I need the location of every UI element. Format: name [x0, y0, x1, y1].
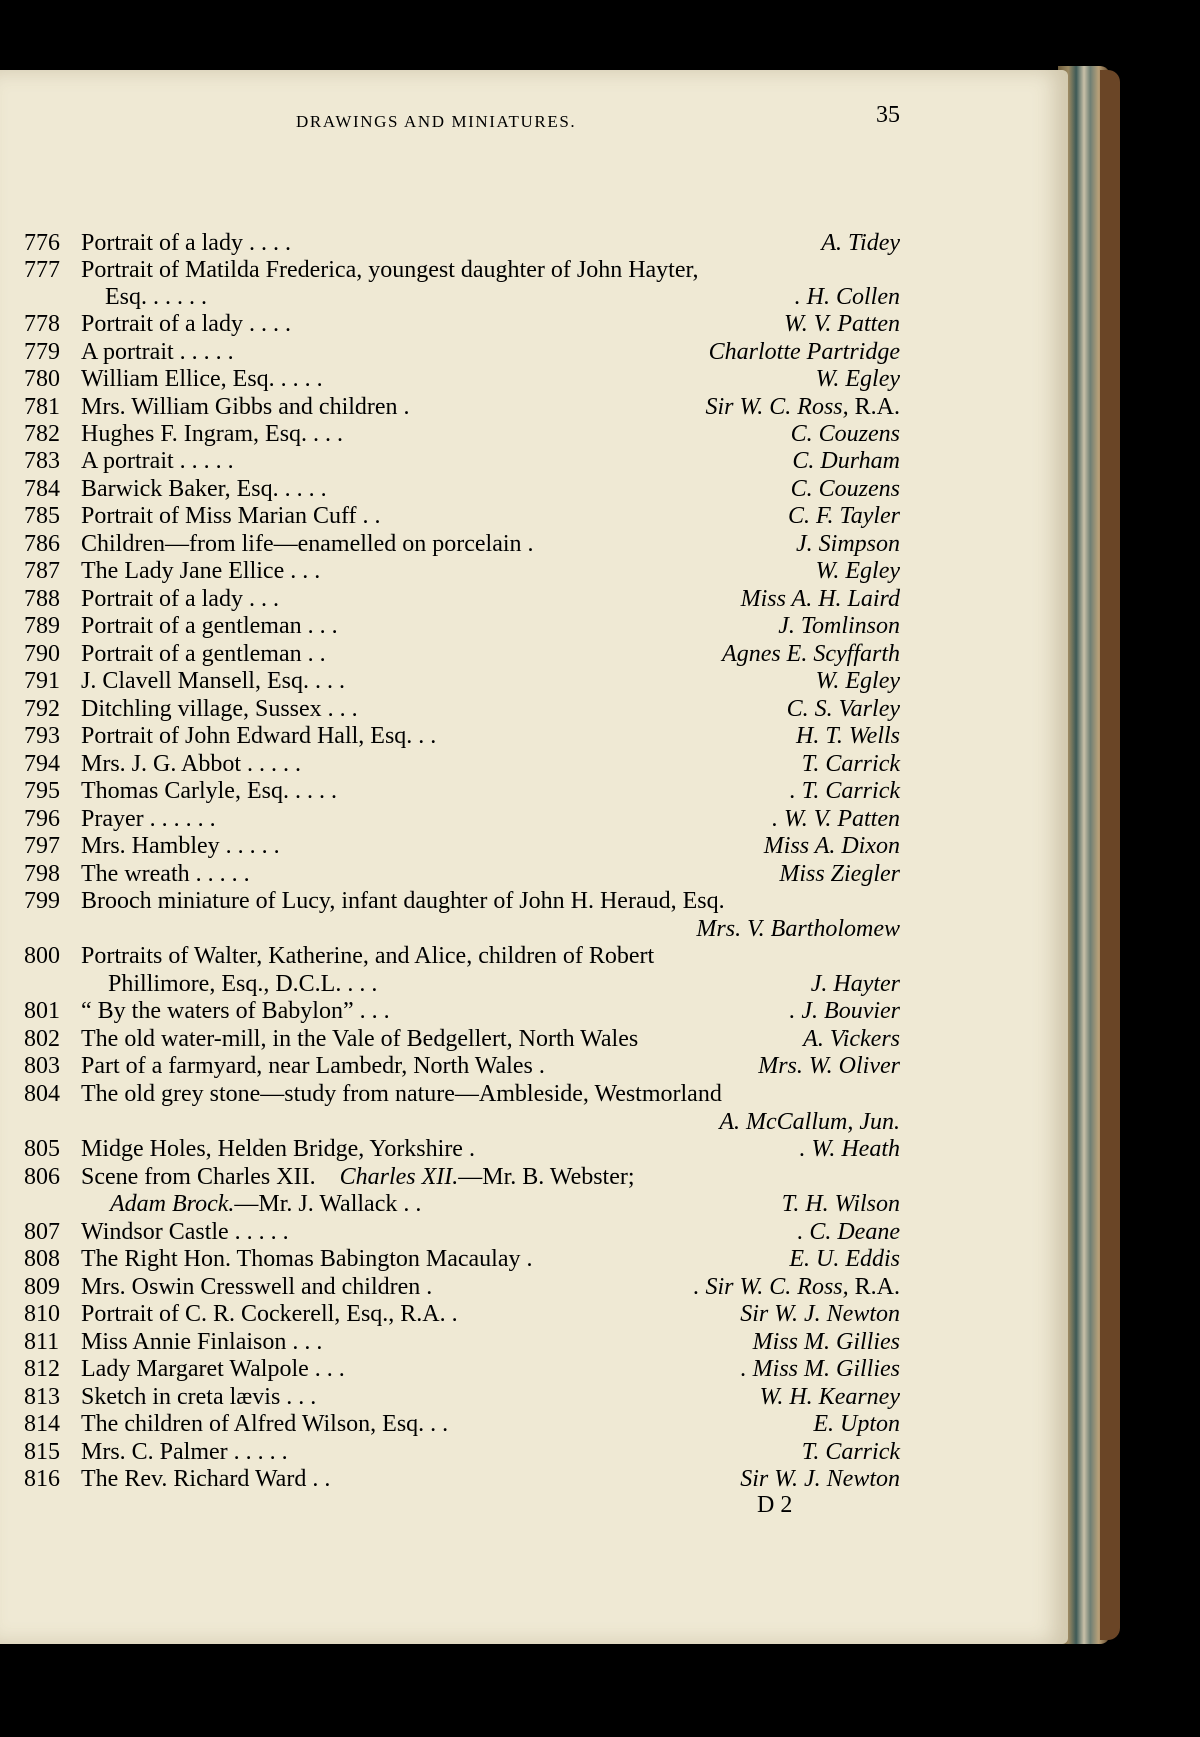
catalogue-entry-continuation: [0, 1109, 1068, 1137]
catalogue-entry: [0, 806, 1068, 834]
entry-title: The Rev. Richard Ward . .: [81, 1466, 331, 1492]
entry-title: Portrait of John Edward Hall, Esq. . .: [81, 723, 437, 749]
entry-artist: W. H. Kearney: [759, 1384, 900, 1410]
entry-number: 786: [24, 531, 60, 557]
catalogue-entry: [0, 1246, 1068, 1274]
catalogue-entry: [0, 586, 1068, 614]
entry-title-part: —Mr. B. Webster;: [458, 1164, 635, 1190]
entry-artist: C. Couzens: [790, 421, 900, 447]
entry-artist-name: . Sir W. C. Ross,: [693, 1274, 849, 1300]
entry-number: 784: [24, 476, 60, 502]
entry-artist: T. Carrick: [801, 1439, 900, 1465]
entry-number: 790: [24, 641, 60, 667]
entry-artist: E. U. Eddis: [789, 1246, 900, 1272]
entry-title: Portrait of a gentleman . . .: [81, 613, 338, 639]
entry-number: 781: [24, 394, 60, 420]
catalogue-entry: [0, 998, 1068, 1026]
catalogue-entry: [0, 1219, 1068, 1247]
catalogue-entry: [0, 503, 1068, 531]
entry-number: 794: [24, 751, 60, 777]
entry-artist: Mrs. W. Oliver: [758, 1053, 900, 1079]
entry-title: Portrait of C. R. Cockerell, Esq., R.A. .: [81, 1301, 458, 1327]
entry-title: Mrs. Oswin Cresswell and children .: [81, 1274, 433, 1300]
entry-title: Hughes F. Ingram, Esq. . . .: [81, 421, 344, 447]
entry-title: Brooch miniature of Lucy, infant daughter of John H. Heraud, Esq.: [81, 888, 725, 914]
entry-title: Mrs. J. G. Abbot . . . . .: [81, 751, 302, 777]
catalogue-entry: [0, 257, 1068, 285]
entry-title-continuation: Phillimore, Esq., D.C.L. . . .: [108, 971, 378, 997]
catalogue-entry: [0, 1026, 1068, 1054]
entry-artist: Agnes E. Scyffarth: [722, 641, 900, 667]
entry-artist: Charlotte Partridge: [708, 339, 900, 365]
catalogue-entry: [0, 531, 1068, 559]
entry-title: Thomas Carlyle, Esq. . . . .: [81, 778, 337, 804]
catalogue-entry: [0, 1356, 1068, 1384]
entry-title-continuation: [110, 1191, 421, 1218]
entry-number: 793: [24, 723, 60, 749]
entry-title: “ By the waters of Babylon” . . .: [81, 998, 390, 1024]
entry-title: The wreath . . . . .: [81, 861, 250, 887]
entry-number: 782: [24, 421, 60, 447]
entry-artist: Miss M. Gillies: [752, 1329, 900, 1355]
catalogue-entry: [0, 476, 1068, 504]
entry-artist: . W. V. Patten: [771, 806, 900, 832]
entry-number: 811: [24, 1329, 60, 1355]
entry-number: 795: [24, 778, 60, 804]
entry-title: Part of a farmyard, near Lambedr, North Wales .: [81, 1053, 545, 1079]
entry-artist: Sir W. J. Newton: [740, 1301, 900, 1327]
entry-number: 816: [24, 1466, 60, 1492]
entry-artist: C. Durham: [792, 448, 900, 474]
entry-artist-name: Sir W. C. Ross,: [705, 394, 849, 420]
entry-number: 778: [24, 311, 60, 337]
entry-artist: Miss A. Dixon: [763, 833, 900, 859]
entry-number: 776: [24, 230, 60, 256]
entry-title: A portrait . . . . .: [81, 448, 234, 474]
entry-title: William Ellice, Esq. . . . .: [81, 366, 323, 392]
entry-artist: Miss A. H. Laird: [740, 586, 900, 612]
entry-number: 779: [24, 339, 60, 365]
catalogue-entry: [0, 1081, 1068, 1109]
entry-artist: A. Vickers: [803, 1026, 900, 1052]
catalogue-entry: [0, 1053, 1068, 1081]
entry-number: 777: [24, 257, 60, 283]
entry-number: 785: [24, 503, 60, 529]
entry-title: [81, 1164, 635, 1191]
entry-number: 800: [24, 943, 60, 969]
entry-title: Portraits of Walter, Katherine, and Alice, children of Robert: [81, 943, 655, 969]
entry-artist: . J. Bouvier: [789, 998, 900, 1024]
entry-title: Mrs. C. Palmer . . . . .: [81, 1439, 288, 1465]
entry-title: Portrait of Miss Marian Cuff . .: [81, 503, 381, 529]
catalogue-entry: [0, 1439, 1068, 1467]
catalogue-entry-continuation: [0, 284, 1068, 312]
catalogue-entry: [0, 861, 1068, 889]
entry-number: 806: [24, 1164, 60, 1190]
entry-artist: W. Egley: [815, 366, 900, 392]
entry-artist: A. Tidey: [821, 230, 900, 256]
catalogue-entry: [0, 833, 1068, 861]
entry-artist: [706, 394, 901, 421]
entry-title: Lady Margaret Walpole . . .: [81, 1356, 345, 1382]
entry-artist: J. Tomlinson: [778, 613, 900, 639]
signature-mark: D 2: [757, 1492, 793, 1518]
entry-title-part: —Mr. J. Wallack . .: [234, 1191, 422, 1217]
entry-title: The Lady Jane Ellice . . .: [81, 558, 321, 584]
entry-artist: W. Egley: [815, 558, 900, 584]
entry-title: The old grey stone—study from nature—Ambleside, Westmorland: [81, 1081, 722, 1107]
entry-title: Windsor Castle . . . . .: [81, 1219, 289, 1245]
entry-number: 796: [24, 806, 60, 832]
entry-title: Mrs. Hambley . . . . .: [81, 833, 280, 859]
running-head-title: DRAWINGS AND MINIATURES.: [296, 112, 577, 131]
entry-artist: Mrs. V. Bartholomew: [696, 916, 900, 942]
entry-title: Portrait of a lady . . . .: [81, 311, 291, 337]
catalogue-entry: [0, 613, 1068, 641]
entry-title: Barwick Baker, Esq. . . . .: [81, 476, 327, 502]
entry-title: Portrait of Matilda Frederica, youngest daughter of John Hayter,: [81, 257, 699, 283]
entry-title: Portrait of a lady . . .: [81, 586, 279, 612]
entry-title: J. Clavell Mansell, Esq. . . .: [81, 668, 345, 694]
entry-number: 783: [24, 448, 60, 474]
entry-number: 813: [24, 1384, 60, 1410]
entry-number: 814: [24, 1411, 60, 1437]
entry-number: 789: [24, 613, 60, 639]
entry-artist: C. Couzens: [790, 476, 900, 502]
entry-artist: [694, 1274, 901, 1301]
entry-number: 805: [24, 1136, 60, 1162]
entry-number: 791: [24, 668, 60, 694]
entry-number: 780: [24, 366, 60, 392]
entry-artist: J. Simpson: [796, 531, 900, 557]
entry-artist: A. McCallum, Jun.: [719, 1109, 900, 1135]
catalogue-entry: [0, 421, 1068, 449]
entry-title: Mrs. William Gibbs and children .: [81, 394, 410, 420]
catalogue-entry-continuation: [0, 971, 1068, 999]
entry-number: 792: [24, 696, 60, 722]
entry-artist: . C. Deane: [797, 1219, 900, 1245]
entry-artist: . T. Carrick: [789, 778, 900, 804]
running-head: [0, 102, 1068, 142]
catalogue-entry: [0, 230, 1068, 258]
entry-artist: . W. Heath: [799, 1136, 900, 1162]
catalogue-entry: [0, 668, 1068, 696]
entry-title: Children—from life—enamelled on porcelain .: [81, 531, 534, 557]
entry-artist: W. V. Patten: [783, 311, 900, 337]
page-number: 35: [876, 102, 900, 128]
entry-title: The old water-mill, in the Vale of Bedgellert, North Wales: [81, 1026, 639, 1052]
entry-title: Midge Holes, Helden Bridge, Yorkshire .: [81, 1136, 475, 1162]
entry-number: 799: [24, 888, 60, 914]
entry-title: Ditchling village, Sussex . . .: [81, 696, 358, 722]
entry-number: 810: [24, 1301, 60, 1327]
entry-number: 788: [24, 586, 60, 612]
entry-title: The children of Alfred Wilson, Esq. . .: [81, 1411, 449, 1437]
entry-number: 804: [24, 1081, 60, 1107]
catalogue-entry: [0, 1329, 1068, 1357]
entry-title: A portrait . . . . .: [81, 339, 234, 365]
entry-artist: Sir W. J. Newton: [740, 1466, 900, 1492]
entry-artist: T. Carrick: [801, 751, 900, 777]
catalogue-entry-continuation: [0, 916, 1068, 944]
book-cover-edge: [1100, 70, 1120, 1640]
catalogue-entry: [0, 1136, 1068, 1164]
entry-artist: C. F. Tayler: [787, 503, 900, 529]
catalogue-entry: [0, 558, 1068, 586]
entry-number: 803: [24, 1053, 60, 1079]
entry-title-italic: Charles XII.: [339, 1164, 459, 1190]
entry-artist: W. Egley: [815, 668, 900, 694]
entry-artist: . Miss M. Gillies: [740, 1356, 900, 1382]
entry-title-part: Scene from Charles XII.: [81, 1164, 316, 1190]
entry-artist: C. S. Varley: [786, 696, 900, 722]
catalogue-entry: [0, 1411, 1068, 1439]
entry-artist: . H. Collen: [794, 284, 900, 310]
catalogue-entry: [0, 1164, 1068, 1192]
entry-number: 807: [24, 1219, 60, 1245]
catalogue-entry: [0, 723, 1068, 751]
catalogue-entry: [0, 1301, 1068, 1329]
entry-number: 801: [24, 998, 60, 1024]
entry-number: 802: [24, 1026, 60, 1052]
catalogue-entry: [0, 1466, 1068, 1494]
catalogue-entry: [0, 943, 1068, 971]
catalogue-entry: [0, 641, 1068, 669]
catalogue-entry: [0, 751, 1068, 779]
entry-number: 809: [24, 1274, 60, 1300]
entry-artist: E. Upton: [813, 1411, 900, 1437]
catalogue-entry: [0, 311, 1068, 339]
entry-artist: T. H. Wilson: [781, 1191, 900, 1217]
entry-title-continuation: Esq. . . . . .: [105, 284, 207, 310]
entry-artist-suffix: R.A.: [848, 1274, 900, 1300]
catalogue-entry: [0, 778, 1068, 806]
catalogue-entry: [0, 696, 1068, 724]
entry-title: Portrait of a gentleman . .: [81, 641, 326, 667]
entry-number: 808: [24, 1246, 60, 1272]
entry-artist-suffix: R.A.: [848, 394, 900, 420]
catalogue-entry: [0, 339, 1068, 367]
entry-artist: J. Hayter: [810, 971, 900, 997]
entry-number: 797: [24, 833, 60, 859]
entry-number: 815: [24, 1439, 60, 1465]
entry-title: Miss Annie Finlaison . . .: [81, 1329, 323, 1355]
catalogue-entry: [0, 1274, 1068, 1302]
entry-title: Prayer . . . . . .: [81, 806, 216, 832]
entry-number: 812: [24, 1356, 60, 1382]
entry-artist: Miss Ziegler: [779, 861, 900, 887]
entry-title-italic: Adam Brock.: [110, 1191, 235, 1217]
catalogue-entry-continuation: [0, 1191, 1068, 1219]
entry-title: Portrait of a lady . . . .: [81, 230, 291, 256]
catalogue-entry: [0, 448, 1068, 476]
entry-title: Sketch in creta lævis . . .: [81, 1384, 317, 1410]
entry-number: 787: [24, 558, 60, 584]
catalogue-entry: [0, 394, 1068, 422]
catalogue-entry: [0, 888, 1068, 916]
entry-number: 798: [24, 861, 60, 887]
catalogue-entry: [0, 366, 1068, 394]
catalogue-entry: [0, 1384, 1068, 1412]
entry-title: The Right Hon. Thomas Babington Macaulay .: [81, 1246, 533, 1272]
entry-artist: H. T. Wells: [795, 723, 900, 749]
